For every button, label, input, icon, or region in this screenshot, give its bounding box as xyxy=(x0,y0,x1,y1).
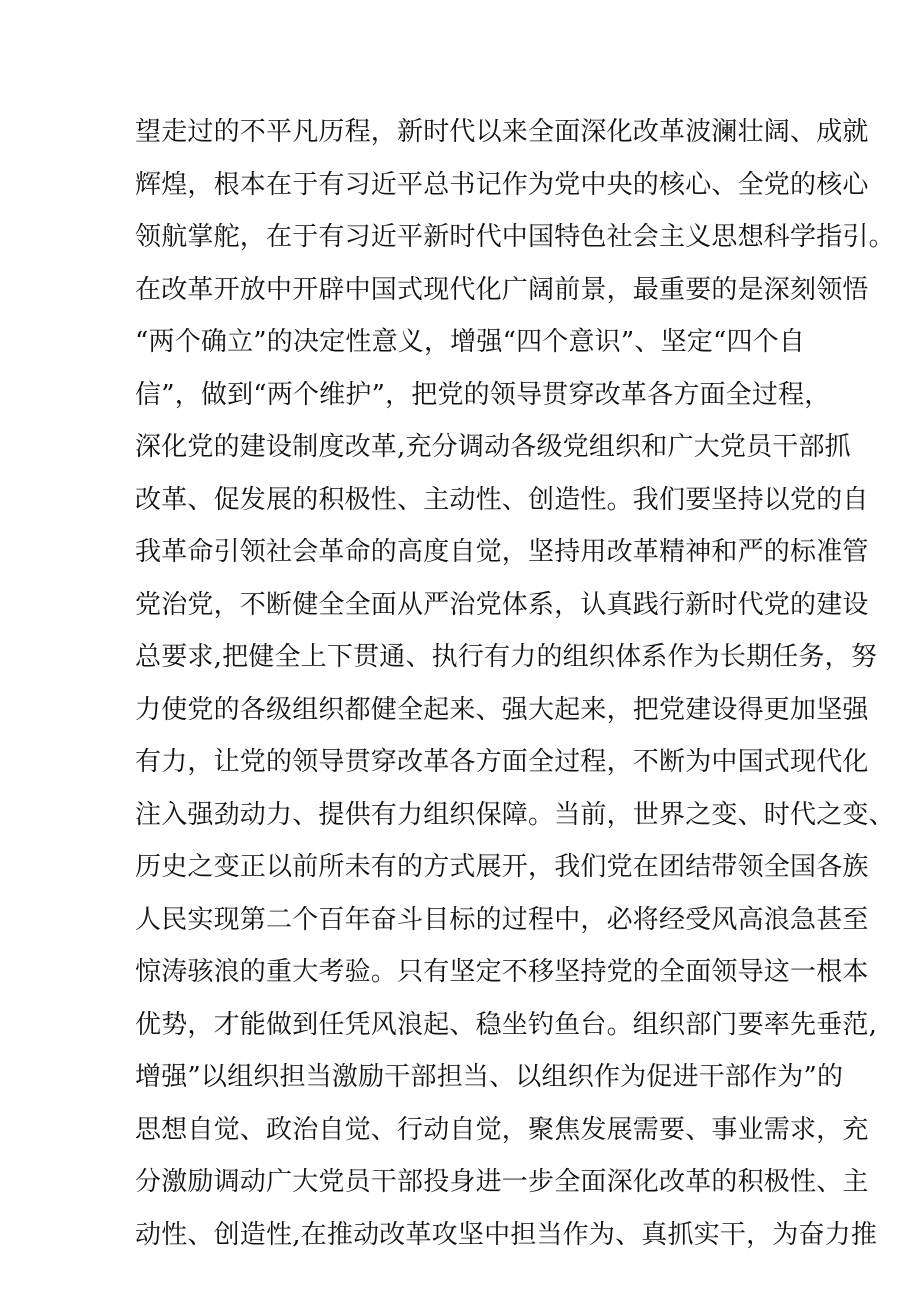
text-line: “两个确立”的决定性意义，增强“四个意识”、坚定“四个自 xyxy=(135,327,806,357)
text-line: 人民实现第二个百年奋斗目标的过程中，必将经受风高浪急甚至 xyxy=(135,904,869,935)
text-line: 动性、创造性,在推动改革攻坚中担当作为、真抓实干，为奋力推 xyxy=(135,1219,878,1250)
text-line: 望走过的不平凡历程，新时代以来全面深化改革波澜壮阔、成就 xyxy=(135,117,869,147)
text-line: 优势，才能做到任凭风浪起、稳坐钓鱼台。组织部门要率先垂范, xyxy=(135,1009,878,1040)
text-line: 惊涛骇浪的重大考验。只有坚定不移坚持党的全面领导这一根本 xyxy=(135,957,869,987)
text-line: 分激励调动广大党员干部投身进一步全面深化改革的积极性、主 xyxy=(135,1167,869,1197)
text-line: 历史之变正以前所未有的方式展开，我们党在团结带领全国各族 xyxy=(135,852,869,882)
text-line: 我革命引领社会革命的高度自觉，坚持用改革精神和严的标准管 xyxy=(135,537,869,567)
text-line: 辉煌，根本在于有习近平总书记作为党中央的核心、全党的核心 xyxy=(135,169,869,200)
text-line: 思想自觉、政治自觉、行动自觉，聚焦发展需要、事业需求，充 xyxy=(135,1114,869,1145)
text-line: 增强”以组织担当激励干部担当、以组织作为促进干部作为”的 xyxy=(135,1062,844,1092)
text-line: 领航掌舵，在于有习近平新时代中国特色社会主义思想科学指引。 xyxy=(135,222,895,252)
text-line: 力使党的各级组织都健全起来、强大起来，把党建设得更加坚强 xyxy=(135,694,869,725)
text-line: 注入强劲动力、提供有力组织保障。当前，世界之变、时代之变、 xyxy=(135,799,895,830)
text-line: 在改革开放中开辟中国式现代化广阔前景，最重要的是深刻领悟 xyxy=(135,274,869,305)
text-line: 党治党，不断健全全面从严治党体系，认真践行新时代党的建设 xyxy=(135,589,869,620)
text-line: 有力，让党的领导贯穿改革各方面全过程，不断为中国式现代化 xyxy=(135,747,869,777)
text-line: 改革、促发展的积极性、主动性、创造性。我们要坚持以党的自 xyxy=(135,484,869,515)
text-line: 深化党的建设制度改革,充分调动各级党组织和广大党员干部抓 xyxy=(135,432,851,462)
body-paragraph xyxy=(135,106,895,1261)
text-line: 信”，做到“两个维护”，把党的领导贯穿改革各方面全过程， xyxy=(135,379,831,410)
text-line: 总要求,把健全上下贯通、执行有力的组织体系作为长期任务，努 xyxy=(135,642,878,672)
